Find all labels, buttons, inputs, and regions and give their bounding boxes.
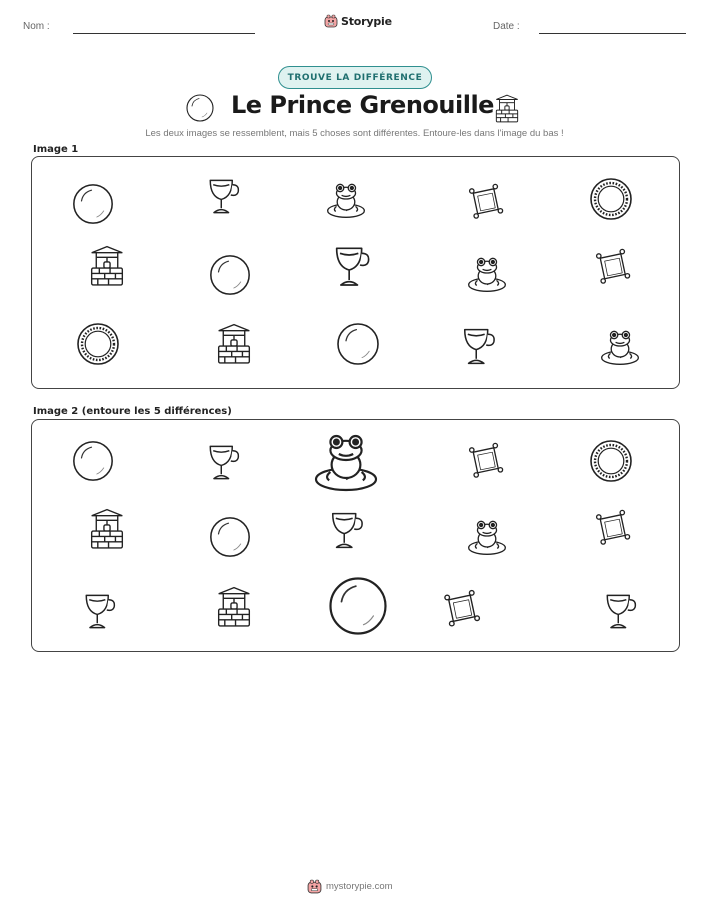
pillow-icon (463, 180, 507, 224)
image-2-label: Image 2 (entoure les 5 différences) (33, 406, 232, 417)
bubble-icon (70, 181, 116, 227)
goblet-icon (325, 240, 375, 290)
storypie-mascot-icon (307, 879, 322, 894)
image-2-panel[interactable] (31, 419, 680, 652)
pillow-icon[interactable] (590, 506, 634, 550)
goblet-icon[interactable] (597, 588, 641, 632)
frog-icon (598, 324, 642, 368)
bubble-icon (185, 93, 215, 123)
pillow-icon[interactable] (463, 439, 507, 483)
goblet-icon[interactable] (322, 506, 368, 552)
bubble-icon[interactable] (70, 438, 116, 484)
title-row (0, 90, 709, 126)
goblet-icon (454, 322, 500, 368)
activity-badge: TROUVE LA DIFFÉRENCE (278, 66, 432, 89)
well-icon (211, 320, 257, 366)
date-line[interactable] (539, 33, 686, 34)
plate-icon (74, 320, 122, 368)
goblet-icon[interactable] (76, 588, 120, 632)
pillow-icon (590, 245, 634, 289)
frog-icon[interactable] (465, 514, 509, 558)
brand-logo (324, 14, 392, 28)
bubble-icon (207, 252, 253, 298)
brand-name: Storypie (341, 14, 392, 28)
well-icon[interactable] (211, 583, 257, 629)
goblet-icon (200, 173, 244, 217)
goblet-icon[interactable] (200, 439, 244, 483)
bubble-icon (334, 320, 382, 368)
pillow-icon[interactable] (438, 586, 484, 632)
bubble-icon[interactable] (325, 573, 391, 639)
footer (307, 879, 393, 894)
date-label: Date : (493, 21, 520, 32)
plate-icon[interactable] (587, 437, 635, 485)
bubble-icon[interactable] (207, 514, 253, 560)
storypie-mascot-icon (324, 14, 338, 28)
page-title: Le Prince Grenouille (231, 91, 494, 119)
well-icon[interactable] (84, 505, 130, 551)
frog-icon[interactable] (310, 424, 382, 496)
name-line[interactable] (73, 33, 255, 34)
well-icon (84, 242, 130, 288)
image-1-label: Image 1 (33, 144, 79, 155)
frog-icon (465, 251, 509, 295)
name-label: Nom : (23, 21, 50, 32)
well-icon (491, 92, 523, 124)
instructions: Les deux images se ressemblent, mais 5 choses sont différentes. Entoure-les dans l'image du bas ! (145, 128, 564, 139)
image-1-panel (31, 156, 680, 389)
frog-icon (324, 177, 368, 221)
footer-url: mystorypie.com (326, 881, 393, 892)
plate-icon (587, 175, 635, 223)
